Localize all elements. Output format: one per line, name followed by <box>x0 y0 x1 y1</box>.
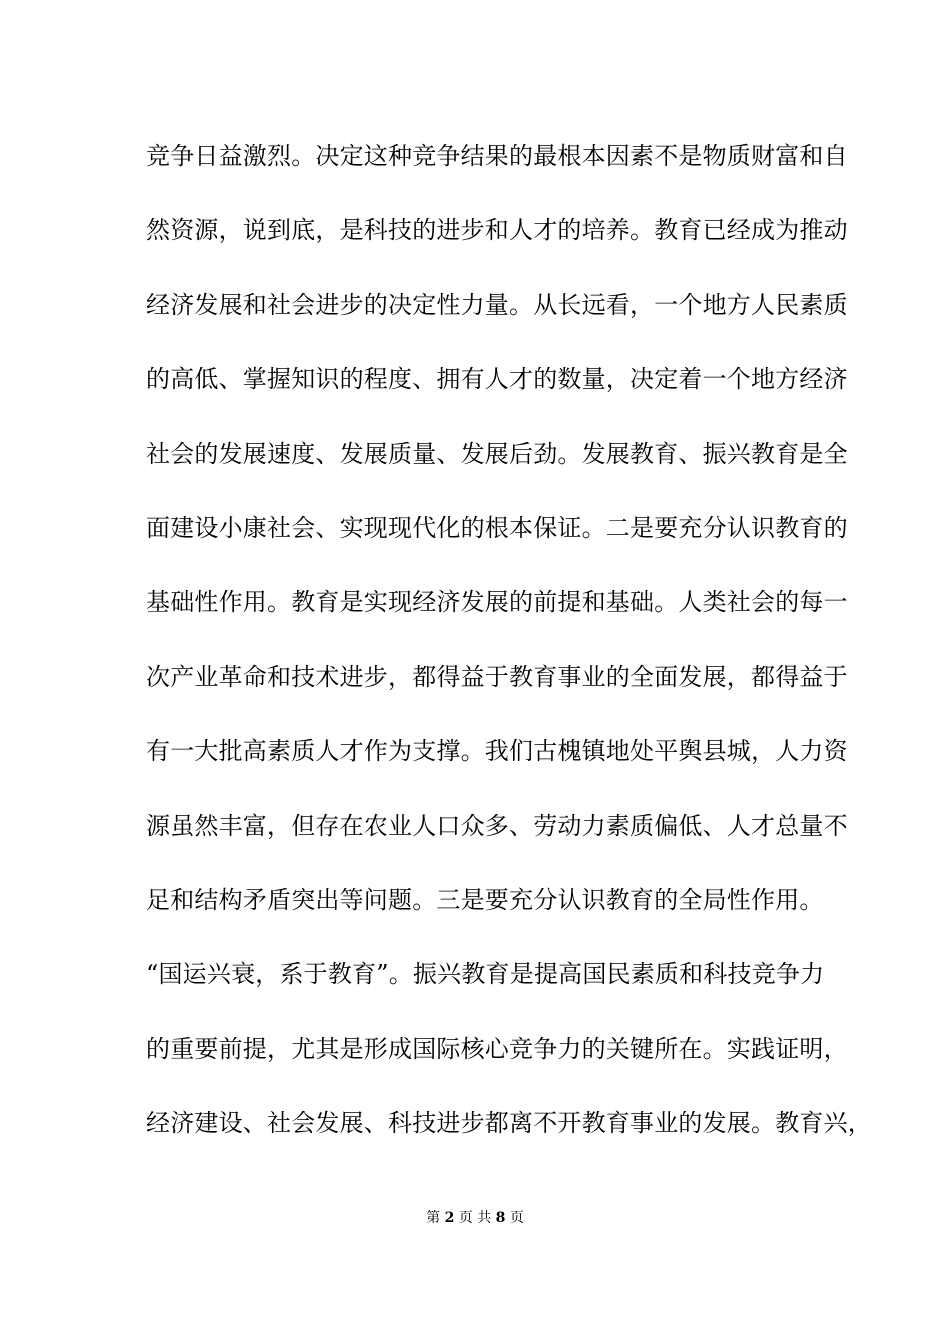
text-line: 面建设小康社会、实现现代化的根本保证。二是要充分认识教育的 <box>146 513 848 542</box>
text-line: 的重要前提，尤其是形成国际核心竞争力的关键所在。实践证明， <box>146 1034 848 1063</box>
text-line: 经济建设、社会发展、科技进步都离不开教育事业的发展。教育兴， <box>146 1109 872 1138</box>
text-line: 社会的发展速度、发展质量、发展后劲。发展教育、振兴教育是全 <box>146 439 848 468</box>
text-line: 基础性作用。教育是实现经济发展的前提和基础。人类社会的每一 <box>146 588 848 617</box>
text-line: 源虽然丰富，但存在农业人口众多、劳动力素质偏低、人才总量不 <box>146 811 848 840</box>
page-footer <box>0 1208 950 1228</box>
body-text <box>146 134 872 1175</box>
text-line: 的高低、掌握知识的程度、拥有人才的数量，决定着一个地方经济 <box>146 365 848 394</box>
footer-current-page: 2 <box>444 1210 455 1226</box>
text-line: 次产业革命和技术进步，都得益于教育事业的全面发展，都得益于 <box>146 662 848 691</box>
text-line: “国运兴衰，系于教育”。振兴教育是提高国民素质和科技竞争力 <box>146 960 825 989</box>
footer-suffix: 页 <box>505 1210 524 1226</box>
text-line: 有一大批高素质人才作为支撑。我们古槐镇地处平舆县城，人力资 <box>146 737 848 766</box>
text-line: 竞争日益激烈。决定这种竞争结果的最根本因素不是物质财富和自 <box>146 142 848 170</box>
footer-middle: 页 共 <box>454 1210 496 1226</box>
text-line: 经济发展和社会进步的决定性力量。从长远看，一个地方人民素质 <box>146 290 848 319</box>
text-line: 足和结构矛盾突出等问题。三是要充分认识教育的全局性作用。 <box>146 885 824 914</box>
footer-total-pages: 8 <box>495 1210 506 1226</box>
footer-prefix: 第 <box>426 1210 445 1226</box>
text-line: 然资源，说到底，是科技的进步和人才的培养。教育已经成为推动 <box>146 216 848 245</box>
